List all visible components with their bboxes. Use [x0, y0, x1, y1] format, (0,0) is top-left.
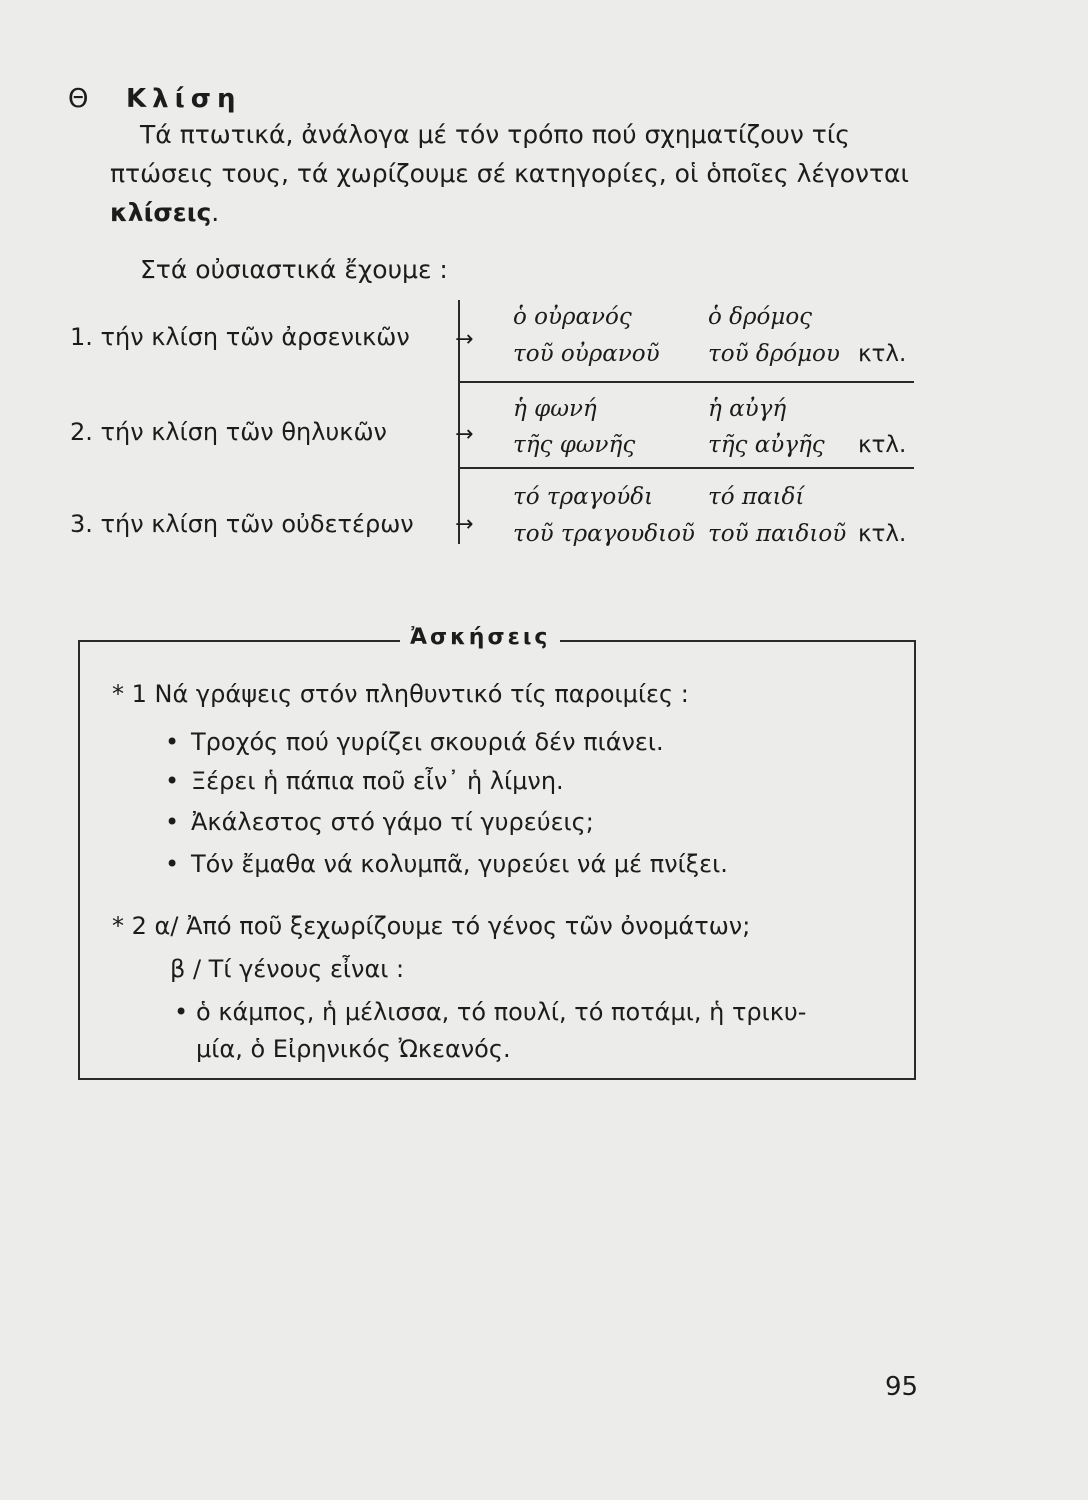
bullet-icon: •: [174, 998, 189, 1026]
list-item: • Ξέρει ἡ πάπια ποῦ εἶν᾽ ἡ λίμνη.: [165, 767, 564, 795]
example-genitive: τοῦ δρόμου: [708, 341, 840, 367]
table-row-divider: [460, 467, 914, 469]
example-nominative: τό τραγούδι: [513, 484, 654, 510]
example-genitive: τοῦ τραγουδιοῦ: [513, 521, 695, 547]
etc-marker: κτλ.: [858, 432, 907, 458]
section-heading: [68, 84, 242, 114]
example-nominative: ἡ φωνή: [513, 396, 597, 422]
example-nominative: τό παιδί: [708, 484, 805, 510]
example-nominative: ὁ οὐρανός: [513, 304, 632, 330]
list-item: • Ἀκάλεστος στό γάμο τί γυρεύεις;: [165, 808, 594, 836]
bold-term: κλίσεις: [110, 198, 212, 227]
bullet-icon: •: [165, 850, 180, 878]
declension-label-feminine: 2. τήν κλίση τῶν θηλυκῶν: [70, 418, 387, 446]
list-item: • Τροχός πού γυρίζει σκουριά δέν πιάνει.: [165, 728, 664, 756]
example-nominative: ὁ δρόμος: [708, 304, 813, 330]
theta-marker: Θ: [68, 84, 89, 114]
list-item-continuation: μία, ὁ Εἰρηνικός Ὠκεανός.: [196, 1035, 511, 1063]
arrow-icon: →: [455, 422, 474, 447]
section-title: Κλίση: [126, 84, 242, 114]
exercises-title: Ἀσκήσεις: [400, 625, 560, 650]
nouns-intro: Στά οὐσιαστικά ἔχουμε :: [140, 255, 448, 284]
example-genitive: τοῦ οὐρανοῦ: [513, 341, 660, 367]
table-row-divider: [460, 381, 914, 383]
list-item: • Τόν ἔμαθα νά κολυμπᾶ, γυρεύει νά μέ πνίξει.: [165, 850, 728, 878]
bullet-icon: •: [165, 808, 180, 836]
declension-label-neuter: 3. τήν κλίση τῶν οὐδετέρων: [70, 510, 414, 538]
arrow-icon: →: [455, 327, 474, 352]
bullet-icon: •: [165, 728, 180, 756]
intro-paragraph: Τά πτωτικά, ἀνάλογα μέ τόν τρόπο πού σχηματίζουν τίς πτώσεις τους, τά χωρίζουμε σέ κατηγορίες, οἱ ὁποῖες λέγονται κλίσεις.: [110, 120, 909, 227]
bullet-icon: •: [165, 767, 180, 795]
exercise-1-prompt: * 1 Νά γράψεις στόν πληθυντικό τίς παροιμίες :: [112, 680, 689, 708]
example-nominative: ἡ αὐγή: [708, 396, 787, 422]
list-item: • ὁ κάμπος, ἡ μέλισσα, τό πουλί, τό ποτάμι, ἡ τρικυ-: [174, 998, 807, 1026]
declension-label-masculine: 1. τήν κλίση τῶν ἀρσενικῶν: [70, 323, 410, 351]
page-number: 95: [885, 1372, 919, 1402]
arrow-icon: →: [455, 512, 474, 537]
example-genitive: τῆς αὐγῆς: [708, 432, 825, 458]
etc-marker: κτλ.: [858, 521, 907, 547]
example-genitive: τοῦ παιδιοῦ: [708, 521, 847, 547]
example-genitive: τῆς φωνῆς: [513, 432, 636, 458]
exercise-2b-prompt: β / Τί γένους εἶναι :: [170, 955, 405, 983]
exercise-2a-prompt: * 2 α/ Ἀπό ποῦ ξεχωρίζουμε τό γένος τῶν ὀνομάτων;: [112, 912, 751, 940]
etc-marker: κτλ.: [858, 341, 907, 367]
